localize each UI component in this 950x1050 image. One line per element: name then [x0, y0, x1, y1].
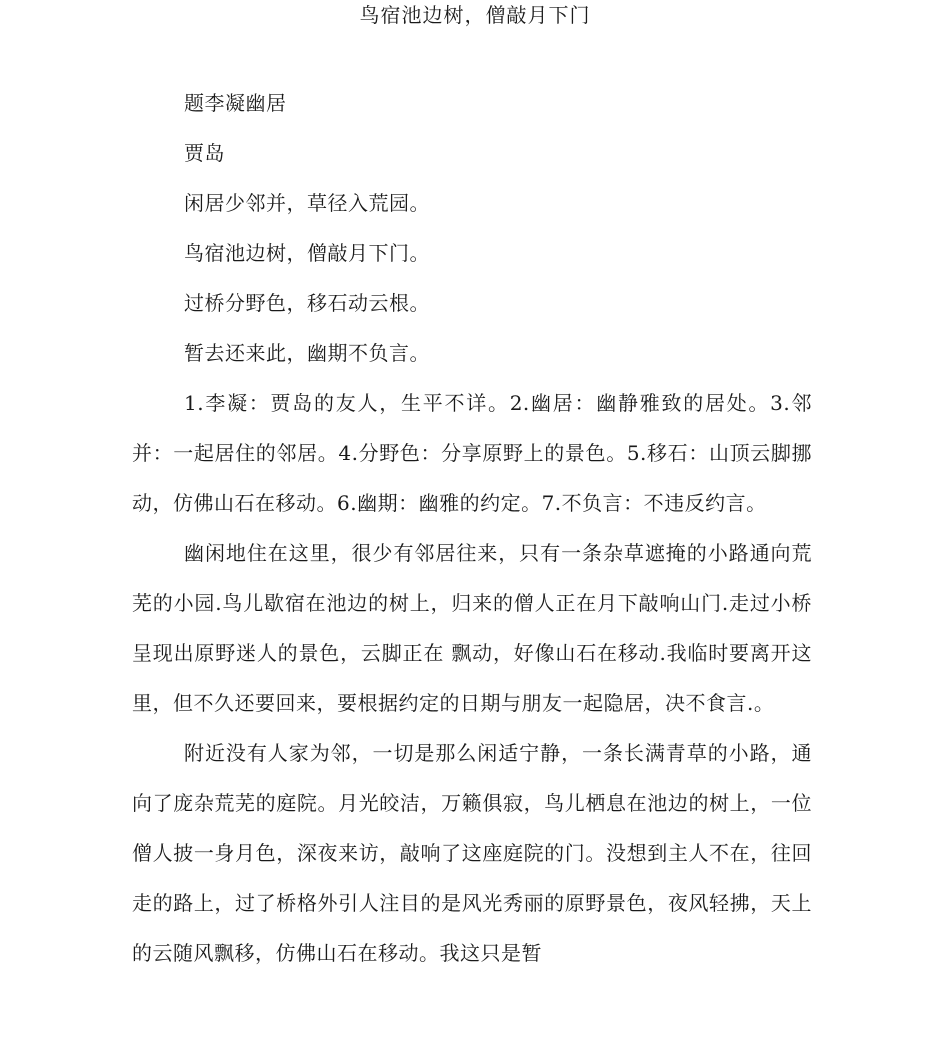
poem-line-4: 暂去还来此，幽期不负言。 — [184, 341, 430, 365]
poem-title: 题李凝幽居 — [184, 91, 287, 115]
notes-paragraph: 1.李凝：贾岛的友人，生平不详。2.幽居：幽静雅致的居处。3.邻并：一起居住的邻居。4.分野色：分享原野上的景色。5.移石：山顶云脚挪动，仿佛山石在移动。6.幽期：幽雅的约定。7.不负言：不违反约言。 — [132, 391, 812, 515]
appreciation-paragraph: 附近没有人家为邻，一切是那么闲适宁静，一条长满青草的小路，通向了庞杂荒芜的庭院。月光皎洁，万籁俱寂，鸟儿栖息在池边的树上，一位僧人披一身月色，深夜来访，敲响了这座庭院的门。没想到主人不在，往回走的路上，过了桥格外引人注目的是风光秀丽的原野景色，夜风轻拂，天上的云随风飘移，仿佛山石在移动。我这只是暂 — [132, 741, 812, 965]
poem-line-2: 鸟宿池边树，僧敲月下门。 — [184, 241, 430, 265]
page-header-title: 鸟宿池边树，僧敲月下门 — [359, 3, 591, 27]
poem-author: 贾岛 — [184, 141, 225, 165]
document-body — [132, 78, 812, 978]
translation-paragraph: 幽闲地住在这里，很少有邻居往来，只有一条杂草遮掩的小路通向荒芜的小园.鸟儿歇宿在池边的树上，归来的僧人正在月下敲响山门.走过小桥呈现出原野迷人的景色，云脚正在 飘动，好像山石在移动.我临时要离开这里，但不久还要回来，要根据约定的日期与朋友一起隐居，决不食言.。 — [132, 541, 812, 715]
poem-line-3: 过桥分野色，移石动云根。 — [184, 291, 430, 315]
poem-line-1: 闲居少邻并，草径入荒园。 — [184, 191, 430, 215]
